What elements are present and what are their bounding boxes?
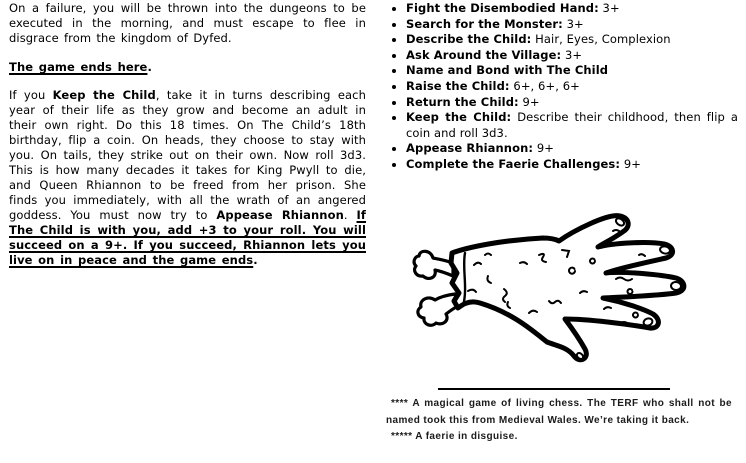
- action-value: Describe their childhood, then flip a coin and roll 3d3.: [406, 110, 738, 140]
- para2-final-period: .: [253, 253, 258, 267]
- list-item-keep-child: [406, 110, 738, 141]
- action-value: 3+: [562, 16, 584, 31]
- list-item-faerie-challenges: [406, 157, 738, 173]
- list-item-ask-village: [406, 48, 738, 64]
- action-label: Ask Around the Village:: [406, 47, 562, 62]
- action-label: Describe the Child:: [406, 32, 532, 47]
- action-label: Appease Rhiannon:: [406, 141, 534, 156]
- action-value: 9+: [533, 141, 554, 156]
- para2-seg3: , take it in turns describing each year of their life as they grow and become an adult in their own right. Do this 18 times. On The Child’s 18th birthday, flip a coin. On heads, they choose to stay with you. On tails, they strike out on their own. Now roll 3d3. This is how many decades it takes for King Pwyll to die, and Queen Rhiannon to be freed from her prison. She finds you immediately, with all the wrath of an angered goddess. You must now try to: [9, 88, 366, 222]
- para2-seg1: If you: [9, 88, 53, 102]
- para2-keep-the-child-bold: Keep the Child: [52, 88, 156, 102]
- action-value: 9+: [518, 94, 540, 109]
- list-item-name-bond: [406, 63, 738, 79]
- action-value: 3+: [598, 1, 620, 15]
- list-item-return-child: [406, 95, 738, 111]
- action-value: Hair, Eyes, Complexion: [531, 32, 671, 47]
- list-item-fight-hand: [406, 1, 738, 17]
- disembodied-hand-illustration: [408, 203, 698, 371]
- para2-underlined-rule: If The Child is with you, add +3 to your roll. You will succeed on a 9+. If you succeed, Rhiannon lets you live on in peace and the game ends: [9, 208, 366, 267]
- wrist-bone-upper-icon: [414, 251, 453, 278]
- left-column: [9, 1, 366, 268]
- list-item-raise-child: [406, 79, 738, 95]
- para2-appease-rhiannon-bold: Appease Rhiannon: [216, 208, 344, 222]
- game-ends-heading: [9, 60, 366, 75]
- game-ends-heading-period: .: [147, 60, 152, 74]
- wrist-bone-lower-icon: [418, 294, 458, 325]
- action-value: 3+: [561, 47, 583, 62]
- para2-seg5: .: [343, 208, 357, 222]
- action-label: Keep the Child:: [406, 110, 512, 125]
- footnote-five-stars: ***** A faerie in disguise.: [391, 431, 518, 442]
- actions-list: [389, 1, 738, 173]
- action-label: Search for the Monster:: [406, 16, 563, 31]
- footnotes: [386, 396, 732, 446]
- game-ends-heading-text: The game ends here: [9, 60, 148, 74]
- action-label: Name and Bond with The Child: [406, 63, 609, 78]
- list-item-describe-child: [406, 32, 738, 48]
- footnote-divider: [438, 388, 670, 390]
- action-label: Return the Child:: [406, 94, 519, 109]
- paragraph-keep-the-child: [9, 88, 366, 268]
- action-value: 6+, 6+, 6+: [509, 78, 580, 93]
- list-item-appease-rhiannon: [406, 141, 738, 157]
- footnote-four-stars: **** A magical game of living chess. The TERF who shall not be named took this from Medieval Wales. We’re taking it back.: [386, 398, 732, 426]
- action-label: Fight the Disembodied Hand:: [406, 1, 599, 15]
- list-item-search-monster: [406, 17, 738, 33]
- paragraph-failure: On a failure, you will be thrown into the dungeons to be executed in the morning, and must escape to flee in disgrace from the kingdom of Dyfed.: [9, 1, 366, 45]
- action-label: Raise the Child:: [406, 78, 510, 93]
- action-label: Complete the Faerie Challenges:: [406, 156, 621, 171]
- hand-outline: [451, 216, 684, 360]
- action-value: 9+: [620, 156, 641, 171]
